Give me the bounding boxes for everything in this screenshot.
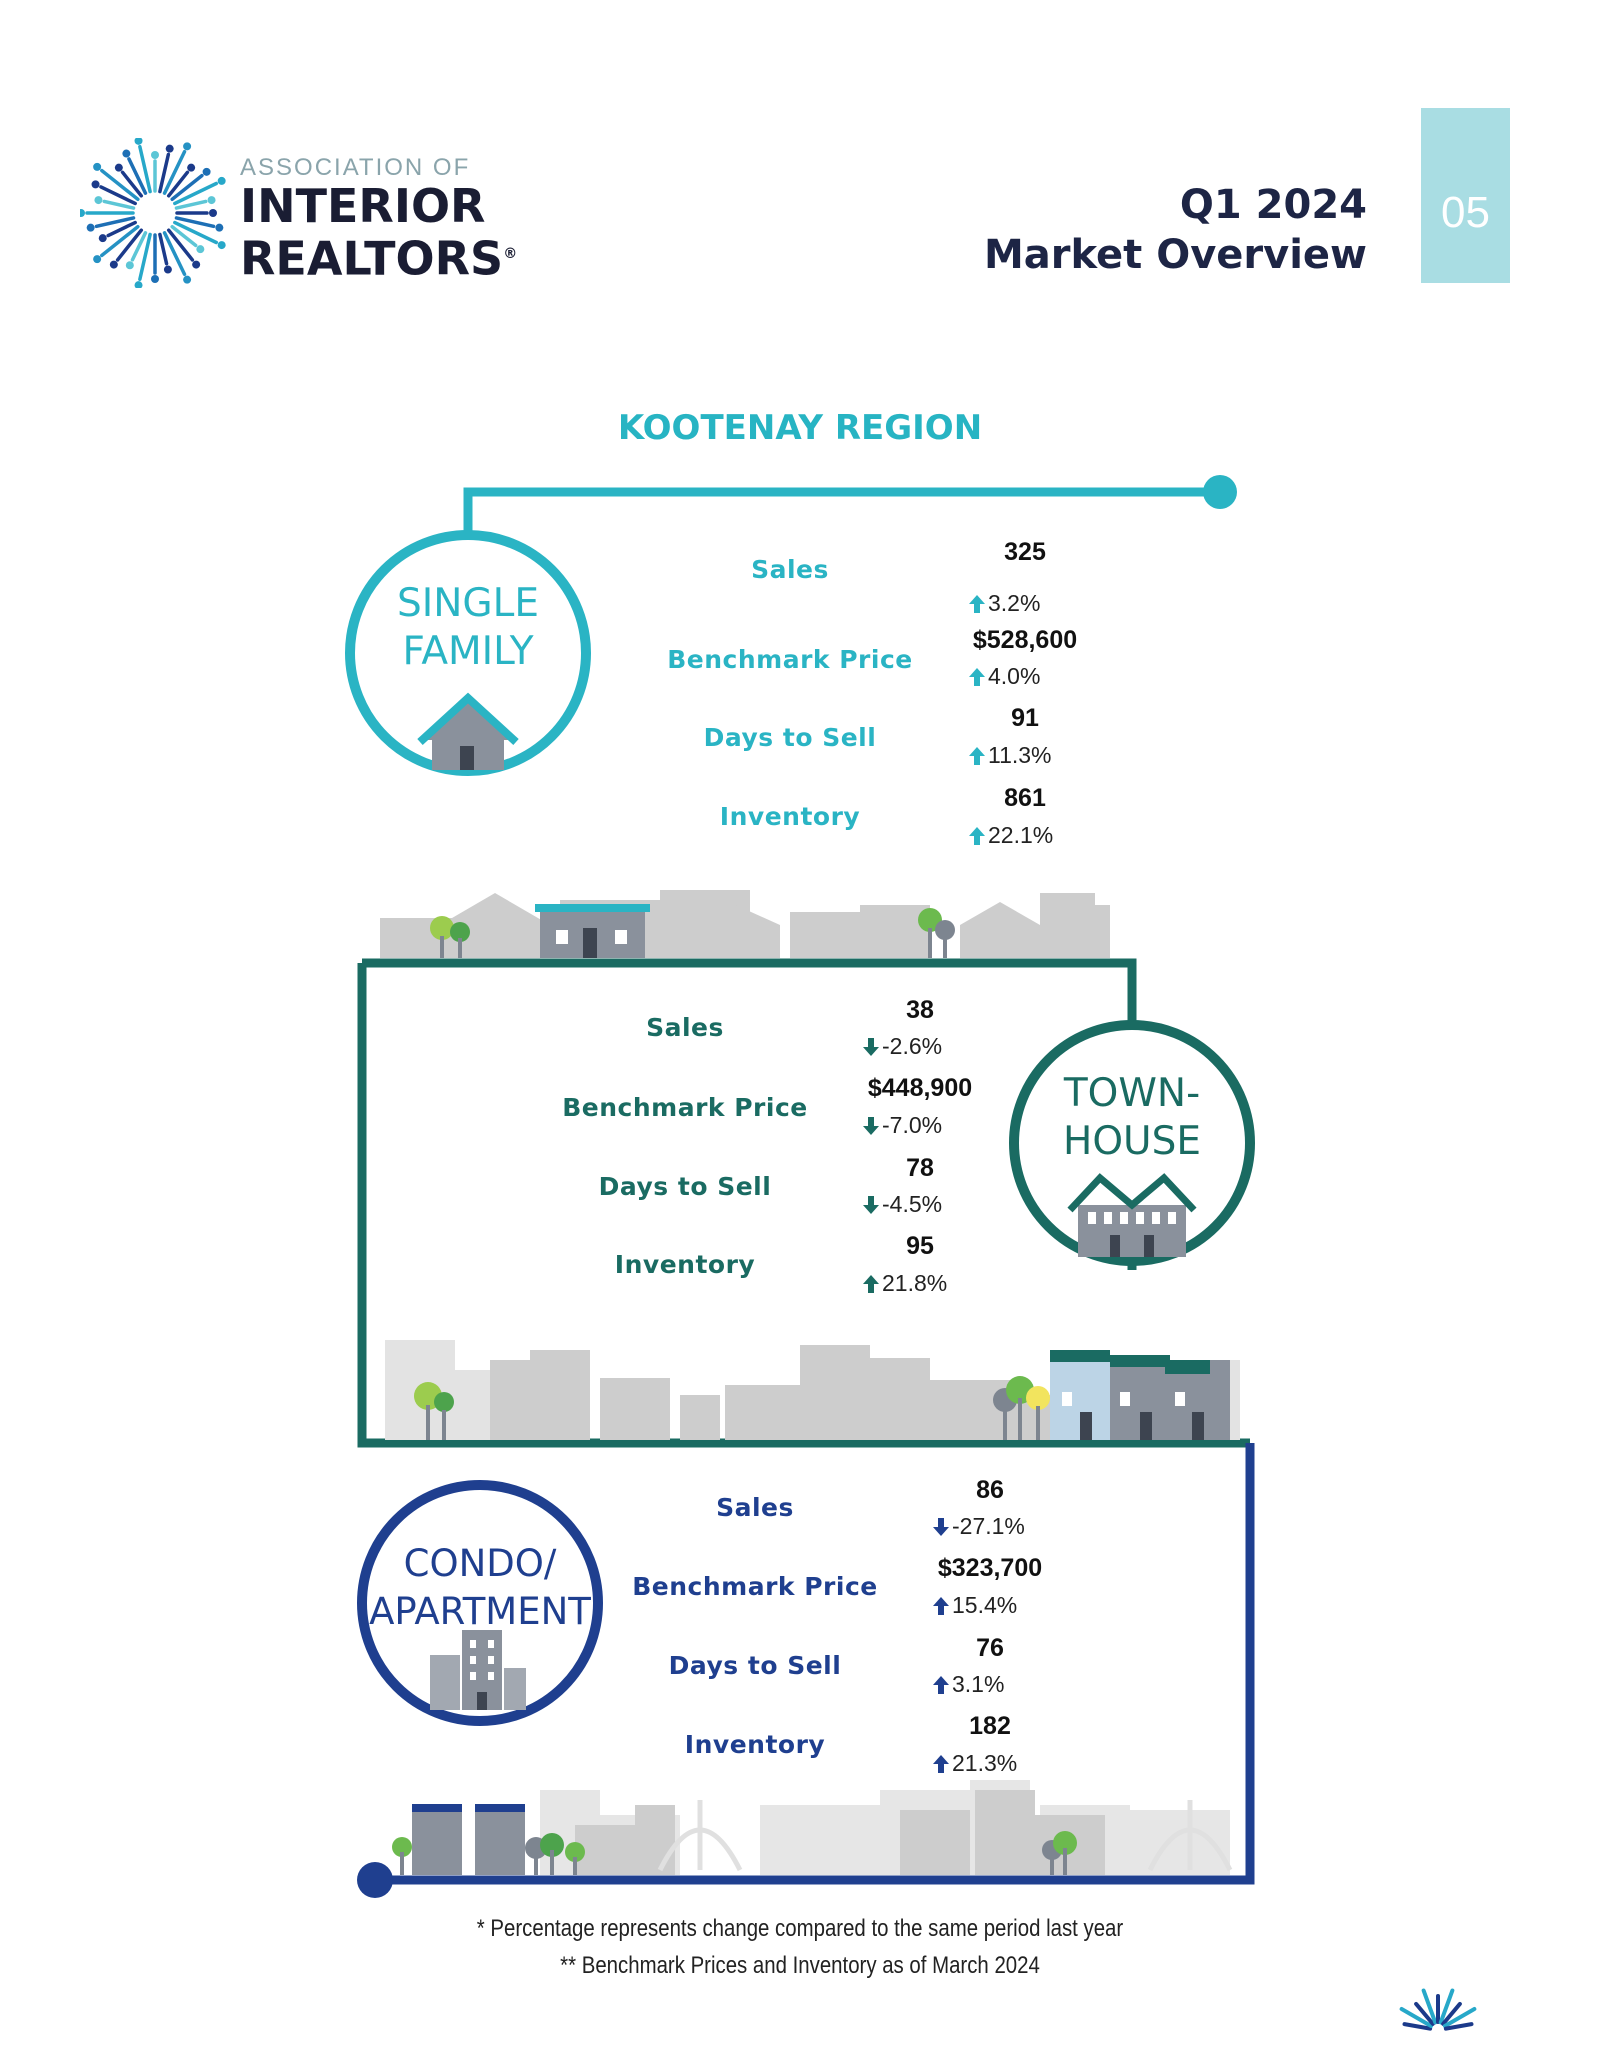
stat-change <box>862 1191 942 1218</box>
stat-label: Days to Sell <box>668 1651 842 1680</box>
stat-label: Benchmark Price <box>632 1572 878 1601</box>
corner-sunburst <box>1402 1991 1475 2029</box>
stat-value: 861 <box>1004 784 1046 812</box>
arrow-up-icon <box>968 826 986 846</box>
stat-change-text: 3.2% <box>988 590 1041 616</box>
stat-label: Sales <box>646 1013 724 1042</box>
period-title: Q1 2024 <box>1179 182 1367 228</box>
stat-label: Benchmark Price <box>562 1093 808 1122</box>
stat-change <box>932 1592 1017 1619</box>
skyline-highlight-house <box>535 904 650 958</box>
townhouse-title: TOWN- HOUSE <box>1063 1071 1201 1164</box>
skyline-townhouse-accent <box>1050 1350 1230 1440</box>
stat-label: Sales <box>751 555 829 584</box>
stat-label: Days to Sell <box>598 1172 772 1201</box>
overview-title: Market Overview <box>983 232 1367 278</box>
arrow-down-icon <box>862 1116 880 1136</box>
stat-change-text: -27.1% <box>952 1513 1025 1539</box>
arrow-up-icon <box>932 1596 950 1616</box>
stat-label: Sales <box>716 1493 794 1522</box>
stat-value: 95 <box>906 1232 934 1260</box>
arrow-up-icon <box>968 746 986 766</box>
condo-title: CONDO/ APARTMENT <box>369 1542 591 1633</box>
logo-line2: INTERIOR <box>240 179 486 233</box>
stat-change <box>862 1270 947 1297</box>
stat-label: Benchmark Price <box>667 645 913 674</box>
arrow-up-icon <box>932 1754 950 1774</box>
arrow-up-icon <box>932 1675 950 1695</box>
stat-value: 86 <box>976 1476 1004 1504</box>
stat-label: Inventory <box>614 1250 756 1279</box>
stat-change <box>932 1750 1017 1777</box>
skyline-single-family <box>380 890 1110 958</box>
stat-change-text: -7.0% <box>882 1112 943 1138</box>
stat-change-text: 21.3% <box>952 1750 1018 1776</box>
stat-change-text: -4.5% <box>882 1191 943 1217</box>
arrow-up-icon <box>968 594 986 614</box>
stat-label: Days to Sell <box>703 723 877 752</box>
stat-change <box>968 590 1040 617</box>
footnote-1: * Percentage represents change compared to the same period last year <box>476 1915 1124 1942</box>
page-number: 05 <box>1441 188 1490 237</box>
stat-change-text: -2.6% <box>882 1033 943 1059</box>
stat-change-text: 22.1% <box>988 822 1054 848</box>
logo-line3: REALTORS® <box>240 231 518 286</box>
arrow-down-icon <box>862 1195 880 1215</box>
stat-change <box>968 663 1040 690</box>
arrow-down-icon <box>932 1517 950 1537</box>
single-family-connector <box>468 475 1237 545</box>
region-title: KOOTENAY REGION <box>617 408 983 448</box>
stat-change <box>968 742 1052 769</box>
skyline-condo-accent <box>412 1804 525 1875</box>
arrow-up-icon <box>968 667 986 687</box>
stat-change-text: 4.0% <box>988 663 1041 689</box>
single-family-title: SINGLE FAMILY <box>396 581 540 674</box>
footnote-2: ** Benchmark Prices and Inventory as of March 2024 <box>560 1952 1040 1979</box>
stat-value: 325 <box>1004 538 1046 566</box>
arrow-up-icon <box>862 1274 880 1294</box>
stat-value: $323,700 <box>937 1554 1043 1582</box>
stat-change-text: 11.3% <box>988 742 1052 768</box>
stat-value: 76 <box>976 1634 1004 1662</box>
stat-value: 78 <box>906 1154 934 1182</box>
stat-value: 91 <box>1011 704 1039 732</box>
stat-change <box>862 1112 942 1139</box>
stat-change-text: 3.1% <box>952 1671 1005 1697</box>
stat-value: 182 <box>969 1712 1011 1740</box>
stat-change <box>932 1513 1025 1540</box>
stat-change <box>932 1671 1004 1698</box>
stat-label: Inventory <box>719 802 861 831</box>
stat-value: $448,900 <box>867 1074 973 1102</box>
stat-value: $528,600 <box>972 626 1078 654</box>
logo-line1: ASSOCIATION OF <box>240 154 471 181</box>
stat-change <box>968 822 1053 849</box>
stat-change-text: 21.8% <box>882 1270 948 1296</box>
stat-change <box>862 1033 942 1060</box>
stat-change-text: 15.4% <box>952 1592 1018 1618</box>
stat-value: 38 <box>906 996 934 1024</box>
stat-label: Inventory <box>684 1730 826 1759</box>
arrow-down-icon <box>862 1037 880 1057</box>
